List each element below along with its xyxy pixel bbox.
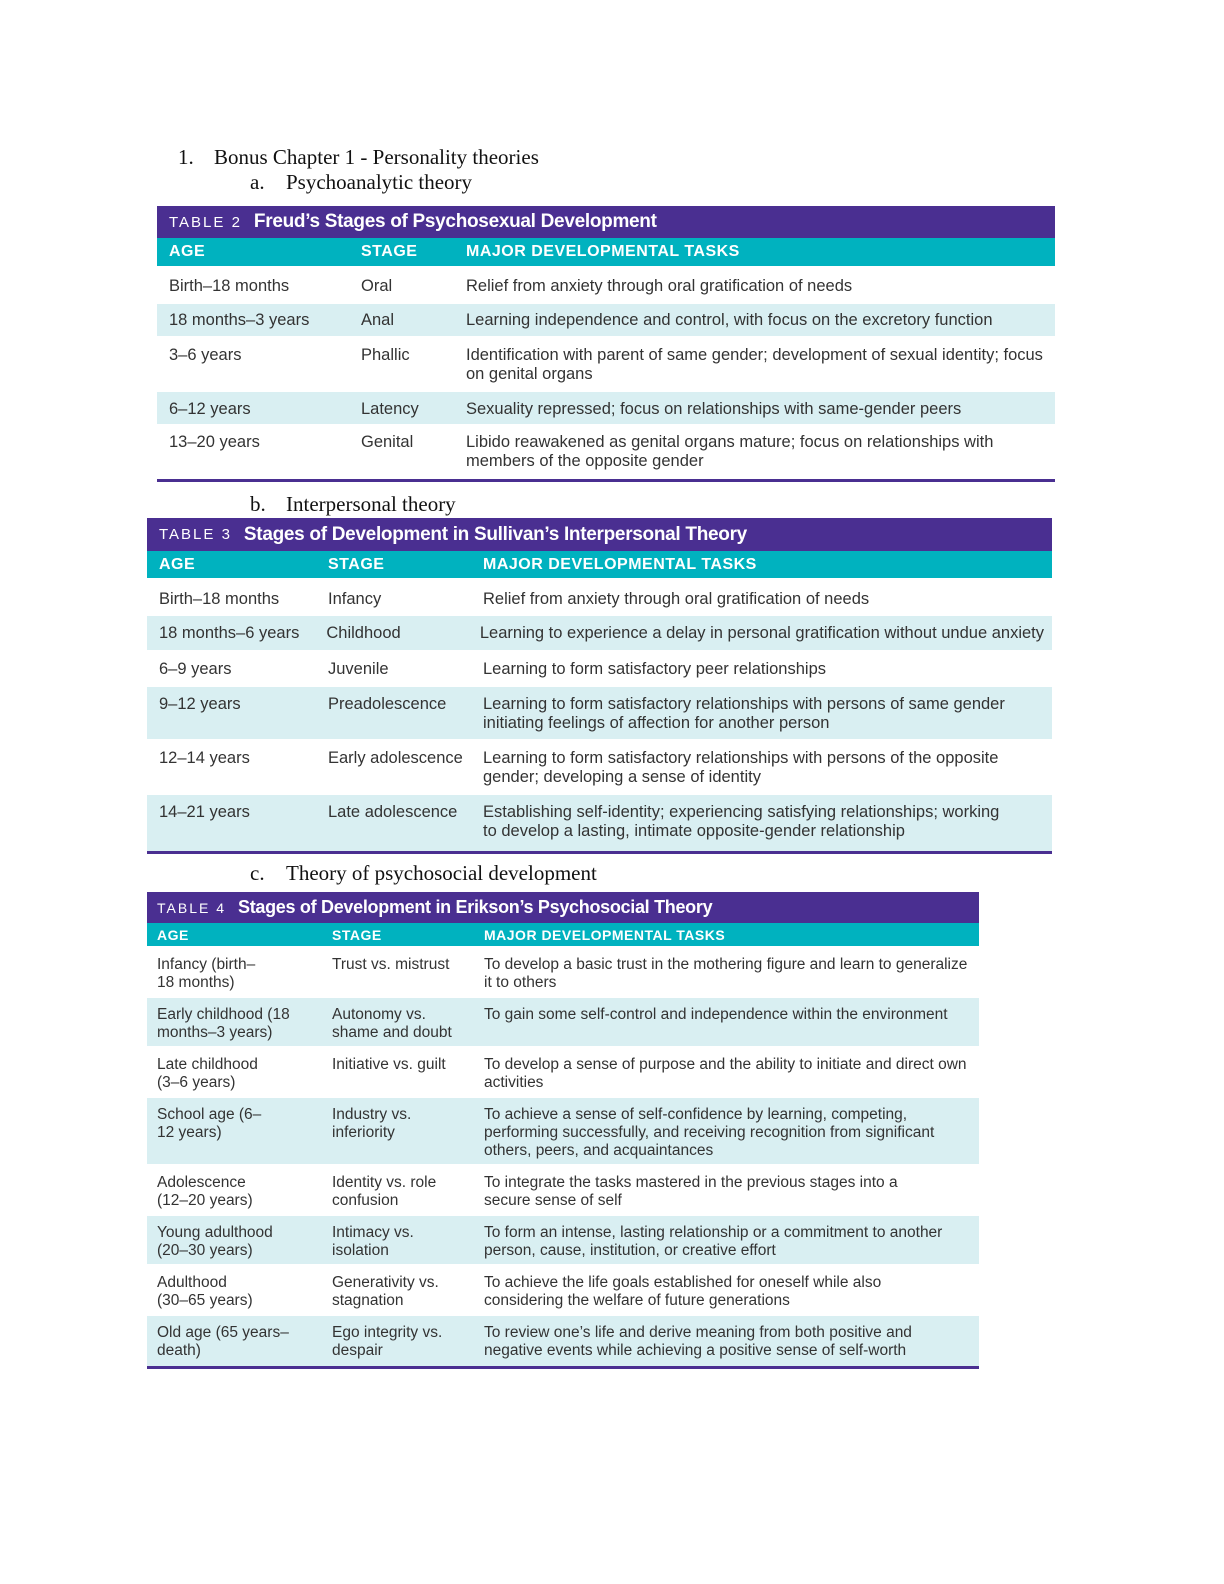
cell-stage: Trust vs. mistrust [332, 956, 450, 973]
cell-age: 18 months–6 years [159, 624, 300, 642]
cell-task: To develop a basic trust in the mothering figure and learn to generalize it to others [484, 956, 968, 991]
outline-number: 1. [178, 145, 194, 169]
cell-task: Learning independence and control, with focus on the excretory function [466, 311, 993, 329]
header-stage: STAGE [332, 926, 382, 943]
outline-text: Psychoanalytic theory [286, 170, 473, 194]
header-age: AGE [169, 243, 206, 260]
cell-task: To achieve the life goals established for oneself while also considering the welfare of future generations [484, 1274, 882, 1309]
table-label: TABLE 2 [169, 213, 242, 231]
header-tasks: MAJOR DEVELOPMENTAL TASKS [483, 555, 757, 573]
cell-stage: Early adolescence [328, 749, 463, 767]
header-age: AGE [157, 926, 189, 943]
table-row [147, 578, 1052, 614]
outline-item-a [250, 170, 472, 194]
table-4 [147, 892, 979, 1369]
cell-task: Sexuality repressed; focus on relationships with same-gender peers [466, 400, 962, 418]
cell-age: 3–6 years [169, 346, 242, 364]
cell-stage: Ego integrity vs. despair [332, 1324, 443, 1359]
table-row [147, 614, 1052, 650]
cell-age: Birth–18 months [169, 277, 290, 295]
cell-task: To integrate the tasks mastered in the previous stages into a secure sense of self [484, 1174, 898, 1209]
table-label: TABLE 4 [157, 899, 226, 916]
cell-stage: Identity vs. role confusion [332, 1174, 437, 1209]
table-row [147, 650, 1052, 685]
table-2 [157, 206, 1055, 482]
cell-task: To form an intense, lasting relationship or a commitment to another person, cause, institution, or creative effort [484, 1224, 943, 1259]
cell-task: Learning to form satisfactory relationships with persons of the opposite gender; developing a sense of identity [483, 749, 999, 786]
table-row [147, 685, 1052, 739]
table-title: Stages of Development in Sullivan’s Interpersonal Theory [243, 523, 747, 545]
cell-stage: Autonomy vs. shame and doubt [332, 1006, 452, 1041]
cell-age: Adolescence (12–20 years) [157, 1174, 253, 1209]
table-row [147, 1314, 979, 1366]
header-tasks: MAJOR DEVELOPMENTAL TASKS [466, 243, 740, 260]
cell-age: 14–21 years [159, 803, 250, 821]
table-row [147, 996, 979, 1046]
cell-task: To review one’s life and derive meaning from both positive and negative events while achieving a positive sense of self-worth [484, 1324, 912, 1359]
table-row [157, 266, 1055, 302]
cell-stage: Childhood [326, 624, 401, 642]
cell-task: Establishing self-identity; experiencing satisfying relationships; working to develop a lasting, intimate opposite-gender relationship [483, 803, 1000, 840]
cell-stage: Initiative vs. guilt [332, 1056, 446, 1073]
table-row [147, 946, 979, 996]
table-title-bar [147, 518, 1052, 551]
cell-stage: Genital [361, 433, 414, 451]
cell-age: 13–20 years [169, 433, 260, 451]
outline-text: Theory of psychosocial development [286, 861, 597, 885]
cell-task: To gain some self-control and independence within the environment [484, 1006, 948, 1023]
cell-task: Learning to form satisfactory peer relationships [483, 660, 827, 678]
table-row [147, 1164, 979, 1214]
table-title-bar [147, 892, 979, 923]
cell-age: Adulthood (30–65 years) [157, 1274, 253, 1309]
cell-task: Libido reawakened as genital organs mature; focus on relationships with members of the opposite gender [466, 433, 994, 470]
cell-age: 9–12 years [159, 695, 241, 713]
table-bottom-rule [147, 851, 1052, 854]
cell-task: To achieve a sense of self-confidence by learning, competing, performing successfully, and receiving recognition from significant others, peers, and acquaintances [484, 1106, 935, 1159]
table-row [147, 1264, 979, 1314]
table-row [157, 390, 1055, 424]
cell-age: 18 months–3 years [169, 311, 310, 329]
cell-age: 12–14 years [159, 749, 250, 767]
table-header [147, 923, 979, 946]
cell-age: School age (6–12 years) [157, 1106, 262, 1141]
table-header [147, 551, 1052, 578]
header-tasks: MAJOR DEVELOPMENTAL TASKS [484, 926, 726, 943]
outline-item-c [250, 861, 597, 885]
table-row [147, 739, 1052, 793]
cell-stage: Latency [361, 400, 419, 418]
table-row [157, 302, 1055, 336]
cell-age: Birth–18 months [159, 590, 280, 608]
cell-stage: Generativity vs. stagnation [332, 1274, 439, 1309]
outline-letter: c. [250, 861, 265, 885]
cell-age: Infancy (birth–18 months) [157, 956, 256, 991]
table-row [147, 1046, 979, 1096]
cell-age: 6–12 years [169, 400, 251, 418]
cell-task: Learning to experience a delay in personal gratification without undue anxiety [479, 624, 1044, 642]
table-row [147, 793, 1052, 851]
cell-task: To develop a sense of purpose and the ability to initiate and direct own activities [484, 1056, 967, 1091]
cell-task: Relief from anxiety through oral gratification of needs [483, 590, 870, 608]
outline-item-1 [178, 145, 539, 169]
cell-stage: Anal [361, 311, 395, 329]
outline-letter: a. [250, 170, 265, 194]
cell-age: 6–9 years [159, 660, 232, 678]
table-title-bar [157, 206, 1055, 238]
cell-age: Young adulthood (20–30 years) [157, 1224, 273, 1259]
table-title: Freud’s Stages of Psychosexual Development [253, 211, 657, 232]
cell-age: Early childhood (18 months–3 years) [157, 1006, 290, 1041]
header-stage: STAGE [361, 243, 418, 260]
cell-stage: Preadolescence [328, 695, 447, 713]
cell-stage: Infancy [328, 590, 382, 608]
table-bottom-rule [157, 479, 1055, 482]
cell-stage: Intimacy vs. isolation [332, 1224, 414, 1259]
cell-age: Old age (65 years–death) [157, 1324, 289, 1359]
cell-stage: Juvenile [328, 660, 389, 678]
outline-text: Bonus Chapter 1 - Personality theories [214, 145, 539, 169]
table-3 [147, 518, 1052, 854]
table-row [157, 424, 1055, 479]
table-header [157, 238, 1055, 266]
outline-item-b [250, 492, 456, 516]
header-age: AGE [159, 555, 196, 573]
table-row [147, 1214, 979, 1264]
cell-stage: Industry vs. inferiority [332, 1106, 412, 1141]
table-row [147, 1096, 979, 1164]
outline-letter: b. [250, 492, 266, 516]
cell-task: Learning to form satisfactory relationships with persons of same gender initiating feelings of affection for another person [483, 695, 1005, 732]
cell-age: Late childhood (3–6 years) [157, 1056, 258, 1091]
table-row [157, 336, 1055, 390]
table-label: TABLE 3 [159, 526, 232, 543]
table-bottom-rule [147, 1366, 979, 1369]
cell-stage: Phallic [361, 346, 410, 364]
outline-text: Interpersonal theory [286, 492, 456, 516]
cell-stage: Oral [361, 277, 393, 295]
header-stage: STAGE [328, 555, 385, 573]
cell-stage: Late adolescence [328, 803, 458, 821]
table-title: Stages of Development in Erikson’s Psychosocial Theory [238, 897, 713, 917]
cell-task: Relief from anxiety through oral gratification of needs [466, 277, 853, 295]
cell-task: Identification with parent of same gender; development of sexual identity; focus on genital organs [466, 346, 1043, 383]
